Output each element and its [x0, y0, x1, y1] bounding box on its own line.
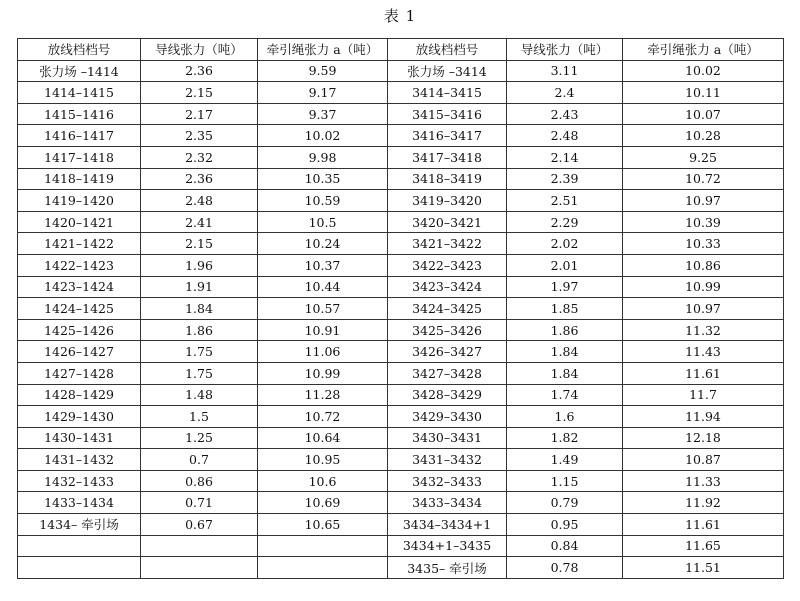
span-cell: 1415–1416 [18, 103, 141, 125]
table-row [18, 319, 784, 341]
table-row [18, 276, 784, 298]
table-row [18, 449, 784, 471]
conductor-tension-cell: 1.84 [507, 362, 623, 384]
span-cell: 1424–1425 [18, 298, 141, 320]
conductor-tension-cell: 1.96 [141, 254, 258, 276]
header-cell: 放线档档号 [388, 39, 507, 61]
span-cell: 3432–3433 [388, 470, 507, 492]
conductor-tension-cell: 1.85 [507, 298, 623, 320]
conductor-tension-cell: 2.32 [141, 146, 258, 168]
conductor-tension-cell: 0.84 [507, 535, 623, 557]
rope-tension-cell: 11.92 [623, 492, 784, 514]
conductor-tension-cell: 1.97 [507, 276, 623, 298]
conductor-tension-cell: 2.01 [507, 254, 623, 276]
conductor-tension-cell: 2.48 [141, 190, 258, 212]
table-row [18, 384, 784, 406]
conductor-tension-cell: 2.51 [507, 190, 623, 212]
rope-tension-cell: 10.86 [623, 254, 784, 276]
rope-tension-cell: 10.07 [623, 103, 784, 125]
span-cell: 3415–3416 [388, 103, 507, 125]
span-cell: 3417–3418 [388, 146, 507, 168]
span-cell: 3414–3415 [388, 82, 507, 104]
conductor-tension-cell: 2.29 [507, 211, 623, 233]
rope-tension-cell: 10.37 [258, 254, 388, 276]
rope-tension-cell: 11.32 [623, 319, 784, 341]
header-cell: 导线张力（吨） [507, 39, 623, 61]
span-cell: 3425–3426 [388, 319, 507, 341]
rope-tension-cell: 11.06 [258, 341, 388, 363]
conductor-tension-cell: 0.71 [141, 492, 258, 514]
rope-tension-cell: 10.35 [258, 168, 388, 190]
table-row [18, 298, 784, 320]
header-cell: 牵引绳张力 a（吨） [258, 39, 388, 61]
conductor-tension-cell: 1.74 [507, 384, 623, 406]
span-cell: 1416–1417 [18, 125, 141, 147]
conductor-tension-cell [141, 557, 258, 579]
rope-tension-cell: 11.65 [623, 535, 784, 557]
rope-tension-cell: 10.87 [623, 449, 784, 471]
rope-tension-cell: 10.69 [258, 492, 388, 514]
span-cell: 张力场 –3414 [388, 60, 507, 82]
table-row [18, 190, 784, 212]
span-cell: 3418–3419 [388, 168, 507, 190]
conductor-tension-cell: 1.6 [507, 406, 623, 428]
span-cell: 3421–3422 [388, 233, 507, 255]
conductor-tension-cell: 0.95 [507, 514, 623, 536]
span-cell: 3430–3431 [388, 427, 507, 449]
conductor-tension-cell: 1.84 [507, 341, 623, 363]
rope-tension-cell: 9.17 [258, 82, 388, 104]
rope-tension-cell: 11.43 [623, 341, 784, 363]
conductor-tension-cell: 1.86 [141, 319, 258, 341]
span-cell: 3434–3434+1 [388, 514, 507, 536]
span-cell: 1418–1419 [18, 168, 141, 190]
table-row [18, 341, 784, 363]
table-row [18, 254, 784, 276]
table-row [18, 233, 784, 255]
conductor-tension-cell: 1.86 [507, 319, 623, 341]
header-cell: 导线张力（吨） [141, 39, 258, 61]
table-row [18, 82, 784, 104]
span-cell: 1434– 牵引场 [18, 514, 141, 536]
rope-tension-cell: 10.02 [623, 60, 784, 82]
table-caption: 表 1 [383, 7, 417, 25]
rope-tension-cell: 10.6 [258, 470, 388, 492]
rope-tension-cell: 10.5 [258, 211, 388, 233]
rope-tension-cell: 9.98 [258, 146, 388, 168]
conductor-tension-cell: 2.39 [507, 168, 623, 190]
table-row [18, 557, 784, 579]
table-row [18, 146, 784, 168]
rope-tension-cell: 10.59 [258, 190, 388, 212]
table-row [18, 470, 784, 492]
conductor-tension-cell: 2.15 [141, 233, 258, 255]
rope-tension-cell [258, 557, 388, 579]
conductor-tension-cell: 0.67 [141, 514, 258, 536]
conductor-tension-cell: 2.02 [507, 233, 623, 255]
conductor-tension-cell: 1.25 [141, 427, 258, 449]
rope-tension-cell: 11.33 [623, 470, 784, 492]
rope-tension-cell: 10.97 [623, 298, 784, 320]
conductor-tension-cell: 2.4 [507, 82, 623, 104]
rope-tension-cell: 11.94 [623, 406, 784, 428]
span-cell: 1423–1424 [18, 276, 141, 298]
conductor-tension-cell: 1.91 [141, 276, 258, 298]
span-cell: 1419–1420 [18, 190, 141, 212]
rope-tension-cell: 10.97 [623, 190, 784, 212]
span-cell: 1431–1432 [18, 449, 141, 471]
rope-tension-cell: 11.61 [623, 514, 784, 536]
rope-tension-cell: 10.72 [623, 168, 784, 190]
span-cell: 1427–1428 [18, 362, 141, 384]
rope-tension-cell: 10.65 [258, 514, 388, 536]
conductor-tension-cell: 1.75 [141, 362, 258, 384]
rope-tension-cell: 10.64 [258, 427, 388, 449]
conductor-tension-cell: 1.49 [507, 449, 623, 471]
conductor-tension-cell: 1.84 [141, 298, 258, 320]
rope-tension-cell: 11.61 [623, 362, 784, 384]
span-cell: 3427–3428 [388, 362, 507, 384]
span-cell: 3431–3432 [388, 449, 507, 471]
conductor-tension-cell: 1.15 [507, 470, 623, 492]
table-row [18, 103, 784, 125]
header-cell: 牵引绳张力 a（吨） [623, 39, 784, 61]
table-row [18, 125, 784, 147]
span-cell: 1421–1422 [18, 233, 141, 255]
rope-tension-cell: 11.28 [258, 384, 388, 406]
rope-tension-cell: 10.91 [258, 319, 388, 341]
span-cell: 张力场 –1414 [18, 60, 141, 82]
rope-tension-cell: 11.7 [623, 384, 784, 406]
conductor-tension-cell: 0.78 [507, 557, 623, 579]
conductor-tension-cell: 2.17 [141, 103, 258, 125]
conductor-tension-cell: 2.15 [141, 82, 258, 104]
span-cell: 3426–3427 [388, 341, 507, 363]
conductor-tension-cell: 2.36 [141, 168, 258, 190]
rope-tension-cell: 10.33 [623, 233, 784, 255]
conductor-tension-cell: 2.14 [507, 146, 623, 168]
span-cell: 1426–1427 [18, 341, 141, 363]
conductor-tension-cell: 2.48 [507, 125, 623, 147]
conductor-tension-cell: 0.86 [141, 470, 258, 492]
span-cell: 3420–3421 [388, 211, 507, 233]
span-cell: 1420–1421 [18, 211, 141, 233]
tension-table [17, 38, 784, 579]
rope-tension-cell: 10.72 [258, 406, 388, 428]
conductor-tension-cell: 1.82 [507, 427, 623, 449]
table-row [18, 168, 784, 190]
rope-tension-cell: 11.51 [623, 557, 784, 579]
table-header-row [18, 39, 784, 61]
span-cell: 3419–3420 [388, 190, 507, 212]
span-cell: 3424–3425 [388, 298, 507, 320]
span-cell: 3435– 牵引场 [388, 557, 507, 579]
table-row [18, 535, 784, 557]
rope-tension-cell: 10.11 [623, 82, 784, 104]
span-cell: 3416–3417 [388, 125, 507, 147]
rope-tension-cell: 10.28 [623, 125, 784, 147]
span-cell: 3429–3430 [388, 406, 507, 428]
span-cell: 3422–3423 [388, 254, 507, 276]
rope-tension-cell: 10.99 [623, 276, 784, 298]
table-row [18, 60, 784, 82]
span-cell: 1428–1429 [18, 384, 141, 406]
span-cell: 3428–3429 [388, 384, 507, 406]
conductor-tension-cell: 2.36 [141, 60, 258, 82]
span-cell: 1432–1433 [18, 470, 141, 492]
span-cell [18, 535, 141, 557]
conductor-tension-cell: 0.7 [141, 449, 258, 471]
conductor-tension-cell: 1.48 [141, 384, 258, 406]
conductor-tension-cell: 1.75 [141, 341, 258, 363]
rope-tension-cell: 9.37 [258, 103, 388, 125]
rope-tension-cell: 12.18 [623, 427, 784, 449]
rope-tension-cell [258, 535, 388, 557]
span-cell [18, 557, 141, 579]
table-row [18, 514, 784, 536]
conductor-tension-cell: 1.5 [141, 406, 258, 428]
conductor-tension-cell: 2.43 [507, 103, 623, 125]
span-cell: 1430–1431 [18, 427, 141, 449]
span-cell: 1417–1418 [18, 146, 141, 168]
conductor-tension-cell: 2.35 [141, 125, 258, 147]
conductor-tension-cell [141, 535, 258, 557]
span-cell: 1429–1430 [18, 406, 141, 428]
span-cell: 1422–1423 [18, 254, 141, 276]
conductor-tension-cell: 0.79 [507, 492, 623, 514]
rope-tension-cell: 10.24 [258, 233, 388, 255]
table-row [18, 492, 784, 514]
table-row [18, 362, 784, 384]
table-row [18, 406, 784, 428]
table-row [18, 211, 784, 233]
table-body [18, 60, 784, 578]
span-cell: 1414–1415 [18, 82, 141, 104]
rope-tension-cell: 9.59 [258, 60, 388, 82]
span-cell: 3433–3434 [388, 492, 507, 514]
span-cell: 3434+1–3435 [388, 535, 507, 557]
rope-tension-cell: 10.99 [258, 362, 388, 384]
rope-tension-cell: 10.57 [258, 298, 388, 320]
rope-tension-cell: 10.02 [258, 125, 388, 147]
rope-tension-cell: 9.25 [623, 146, 784, 168]
rope-tension-cell: 10.44 [258, 276, 388, 298]
conductor-tension-cell: 2.41 [141, 211, 258, 233]
table-row [18, 427, 784, 449]
span-cell: 1433–1434 [18, 492, 141, 514]
span-cell: 1425–1426 [18, 319, 141, 341]
rope-tension-cell: 10.95 [258, 449, 388, 471]
header-cell: 放线档档号 [18, 39, 141, 61]
conductor-tension-cell: 3.11 [507, 60, 623, 82]
span-cell: 3423–3424 [388, 276, 507, 298]
rope-tension-cell: 10.39 [623, 211, 784, 233]
